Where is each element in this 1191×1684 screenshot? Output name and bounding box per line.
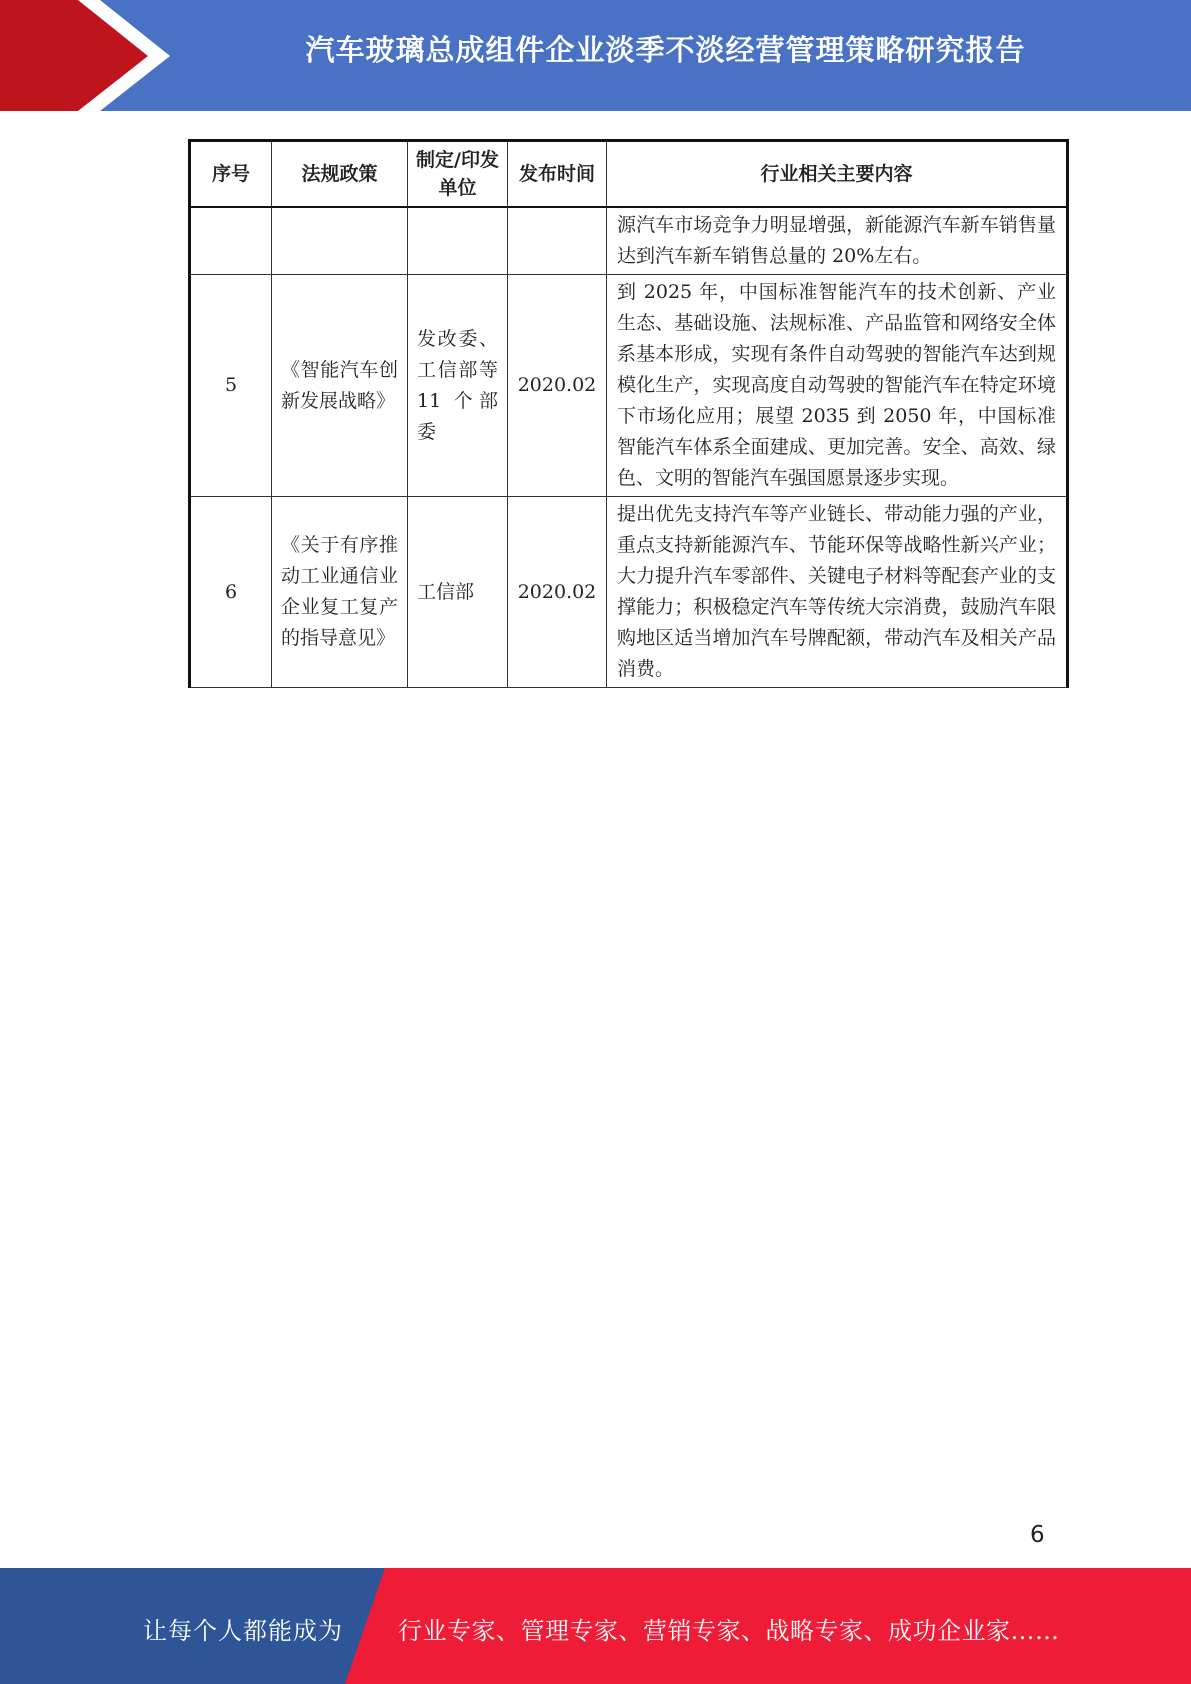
row-no: 6 — [190, 497, 272, 688]
header-date: 发布时间 — [508, 141, 607, 208]
policy-table — [188, 139, 1069, 688]
header-banner — [0, 0, 1191, 111]
row-content: 提出优先支持汽车等产业链长、带动能力强的产业，重点支持新能源汽车、节能环保等战略性新兴产业；大力提升汽车零部件、关键电子材料等配套产业的支撑能力；积极稳定汽车等传统大宗消费，鼓励汽车限购地区适当增加汽车号牌配额，带动汽车及相关产品消费。 — [607, 497, 1068, 688]
page-number: 6 — [1030, 1522, 1045, 1548]
row-date: 2020.02 — [508, 497, 607, 688]
table-row — [190, 275, 1068, 497]
footer-slogan-right: 行业专家、管理专家、营销专家、战略专家、成功企业家…… — [398, 1617, 1060, 1645]
header-content: 行业相关主要内容 — [607, 141, 1068, 208]
row-policy — [272, 207, 408, 275]
row-policy: 《智能汽车创新发展战略》 — [272, 275, 408, 497]
footer-slogan-left: 让每个人都能成为 — [143, 1617, 343, 1645]
row-date: 2020.02 — [508, 275, 607, 497]
table-header-row — [190, 141, 1068, 208]
report-title: 汽车玻璃总成组件企业淡季不淡经营管理策略研究报告 — [305, 33, 1026, 67]
footer-banner — [0, 1568, 1191, 1684]
row-content: 源汽车市场竞争力明显增强，新能源汽车新车销售量达到汽车新车销售总量的 20%左右。 — [607, 207, 1068, 275]
table-row — [190, 497, 1068, 688]
header-no: 序号 — [190, 141, 272, 208]
table-row — [190, 207, 1068, 275]
row-date — [508, 207, 607, 275]
row-content: 到 2025 年，中国标准智能汽车的技术创新、产业生态、基础设施、法规标准、产品监管和网络安全体系基本形成，实现有条件自动驾驶的智能汽车达到规模化生产，实现高度自动驾驶的智能汽车在特定环境下市场化应用；展望 2035 到 2050 年，中国标准智能汽车体系全面建成、更加完善。安全、高效、绿色、文明的智能汽车强国愿景逐步实现。 — [607, 275, 1068, 497]
row-issuer: 工信部 — [408, 497, 508, 688]
header-issuer: 制定/印发单位 — [408, 141, 508, 208]
row-issuer: 发改委、工信部等 11 个部委 — [408, 275, 508, 497]
row-no: 5 — [190, 275, 272, 497]
row-no — [190, 207, 272, 275]
row-issuer — [408, 207, 508, 275]
row-policy: 《关于有序推动工业通信业企业复工复产的指导意见》 — [272, 497, 408, 688]
header-policy: 法规政策 — [272, 141, 408, 208]
